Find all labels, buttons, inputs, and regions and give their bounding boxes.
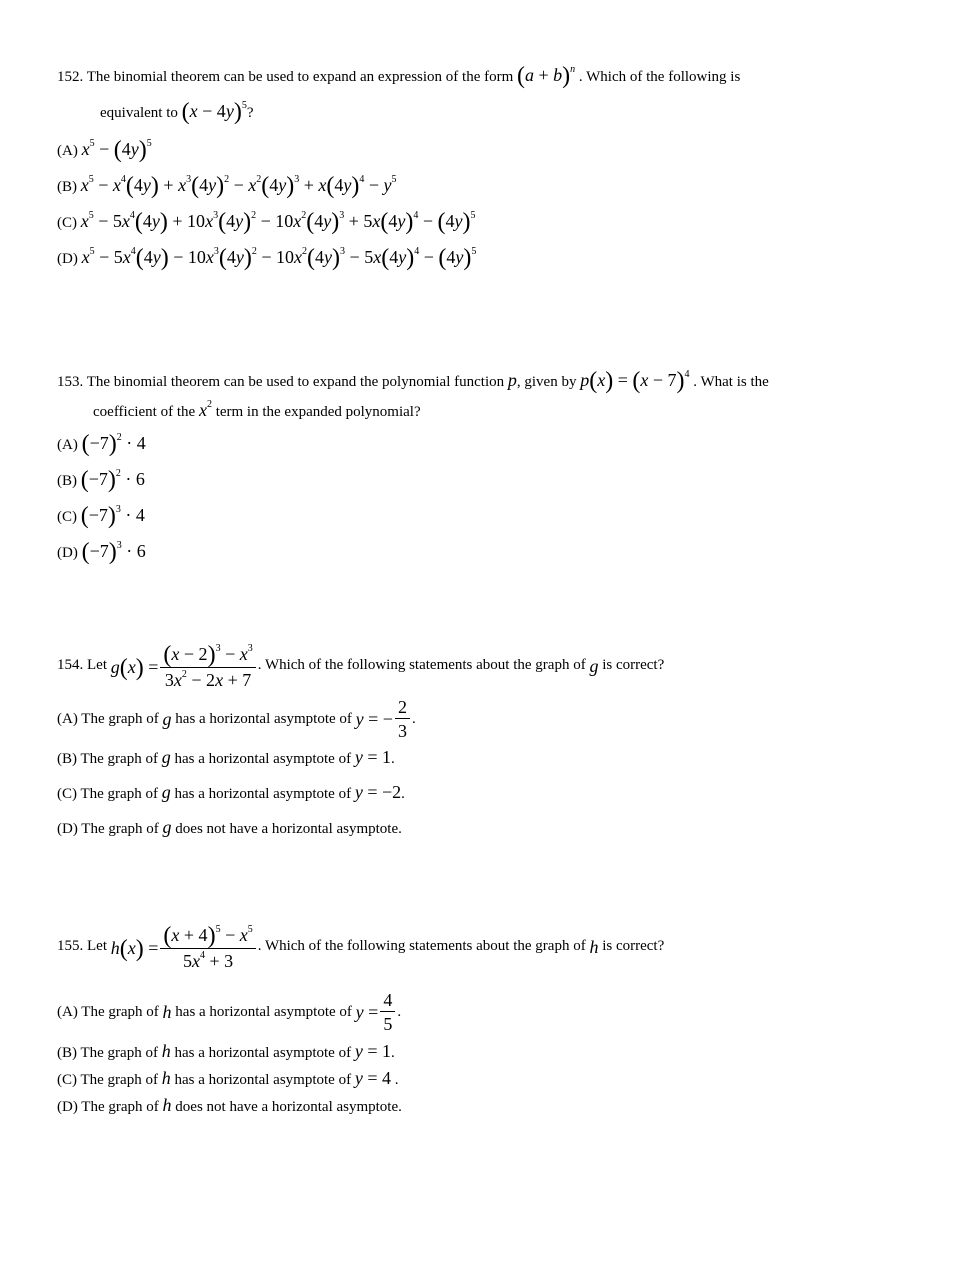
q155-choice-a-value: y = <box>355 1001 379 1022</box>
choice-label: (A) <box>57 143 78 159</box>
q155-stem <box>57 922 664 971</box>
choice-label: (A) The graph of <box>57 1003 159 1020</box>
g-symbol: g <box>161 747 171 767</box>
q152-choice-a[interactable] <box>57 136 152 163</box>
q155-h-symbol: h <box>589 936 599 957</box>
q154-stem <box>57 641 664 690</box>
q154-choice-c-value: y = −2. <box>354 782 405 802</box>
q155-choice-b-value: y = 1. <box>354 1041 395 1061</box>
g-symbol: g <box>161 782 171 802</box>
q152-choice-b-expression: $x^5 - x^4(4y) + x^3(4y)^2 - x^2(4y)^3 + x(4y)^4 - y^5$ <box>80 173 397 199</box>
choice-label: (A) <box>57 437 78 453</box>
q152-choice-b[interactable] <box>57 172 397 199</box>
q155-choice-b[interactable] <box>57 1042 395 1061</box>
choice-label: (B) <box>57 473 77 489</box>
q152-stem-prefix: 152. The binomial theorem can be used to expand an expression of the form <box>57 69 514 85</box>
q155-choice-a[interactable]: (A) The graph of h has a horizontal asymptote of y = $\frac{4}{5}$ . <box>57 990 402 1034</box>
q152-stem <box>57 62 741 89</box>
q154-stem-end: is correct? <box>602 657 665 673</box>
choice-text: has a horizontal asymptote of <box>174 751 352 767</box>
q153-stem <box>57 367 769 394</box>
q155-stem-end: is correct? <box>602 938 665 954</box>
q153-stem-line2 <box>93 401 421 420</box>
q153-function-definition: $p(x) = (x - 7)^4$ <box>580 368 690 394</box>
choice-text: has a horizontal asymptote of <box>175 710 352 727</box>
q153-p-symbol: p <box>507 370 517 390</box>
choice-label: (C) The graph of <box>57 786 158 802</box>
q154-choice-c[interactable] <box>57 783 405 802</box>
q153-line2-suffix: term in the expanded polynomial? <box>215 404 421 420</box>
q152-choice-d-expression: $x^5 - 5x^4(4y) - 10x^3(4y)^2 - 10x^2(4y)^3 - 5x(4y)^4 - (4y)^5$ <box>81 245 477 271</box>
choice-label: (B) <box>57 179 77 195</box>
q154-g-symbol: g <box>589 655 599 676</box>
q152-form-expression: $(a + b)^n$ <box>517 63 576 89</box>
q154-choice-b-value: y = 1. <box>354 747 395 767</box>
q152-choice-c-expression: $x^5 - 5x^4(4y) + 10x^3(4y)^2 - 10x^2(4y)^3 + 5x(4y)^4 - (4y)^5$ <box>80 209 476 235</box>
choice-label: (B) The graph of <box>57 751 158 767</box>
choice-text: does not have a horizontal asymptote. <box>175 821 402 837</box>
q154-function-lhs: g(x) = <box>110 654 159 681</box>
choice-text: does not have a horizontal asymptote. <box>175 1099 402 1115</box>
q153-choice-c-expression: $(-7)^3 \cdot 4$ <box>80 503 145 529</box>
choice-label: (D) The graph of <box>57 1099 159 1115</box>
choice-text: has a horizontal asymptote of <box>174 1072 352 1088</box>
h-symbol: h <box>162 1095 172 1115</box>
q154-choice-d[interactable] <box>57 818 402 837</box>
q153-stem-mid: , given by <box>516 374 577 390</box>
q153-stem-prefix: 153. The binomial theorem can be used to expand the polynomial function <box>57 374 505 390</box>
q152-choice-c[interactable] <box>57 208 476 235</box>
choice-label: (B) The graph of <box>57 1045 158 1061</box>
choice-label: (D) <box>57 545 78 561</box>
q153-choice-d-expression: $(-7)^3 \cdot 6$ <box>81 539 146 565</box>
q154-choice-a-value: y = − <box>355 708 393 729</box>
q154-choice-b[interactable] <box>57 748 395 767</box>
q153-choice-c[interactable] <box>57 502 145 529</box>
q152-line2-suffix: ? <box>246 105 254 121</box>
q155-choice-a-fraction: $\frac{4}{5}$ <box>380 991 395 1033</box>
q155-stem-suffix: . Which of the following statements about the graph of <box>257 938 586 954</box>
h-symbol: h <box>161 1041 171 1061</box>
q155-function-lhs: h(x) = <box>110 935 159 962</box>
q154-stem-prefix: 154. Let <box>57 657 107 673</box>
q154-choice-a[interactable]: (A) The graph of g has a horizontal asymptote of y = − $\frac{2}{3}$ . <box>57 697 416 741</box>
choice-text: has a horizontal asymptote of <box>174 1045 352 1061</box>
q152-stem-suffix: . Which of the following is <box>578 69 741 85</box>
choice-label: (D) The graph of <box>57 821 159 837</box>
q155-choice-c-value: y = 4 . <box>354 1068 399 1088</box>
q152-choice-a-expression: $x^5 - (4y)^5$ <box>81 137 152 163</box>
q153-stem-suffix: . What is the <box>693 374 769 390</box>
choice-label: (C) <box>57 509 77 525</box>
q153-choice-a-expression: $(-7)^2 \cdot 4$ <box>81 431 146 457</box>
q152-stem-line2 <box>100 98 254 125</box>
q155-function-fraction: $\frac{(x + 4)^5 - x^5}{5x^4 + 3}$ <box>160 922 255 971</box>
q153-choice-a[interactable] <box>57 430 146 457</box>
g-symbol: g <box>162 817 172 837</box>
q152-choice-d[interactable] <box>57 244 477 271</box>
choice-label: (C) <box>57 215 77 231</box>
choice-label: (A) The graph of <box>57 710 159 727</box>
q153-choice-b[interactable] <box>57 466 145 493</box>
q153-choice-b-expression: $(-7)^2 \cdot 6$ <box>80 467 145 493</box>
choice-text: has a horizontal asymptote of <box>174 786 352 802</box>
q154-function-fraction: $\frac{(x - 2)^3 - x^3}{3x^2 - 2x + 7}$ <box>160 641 255 690</box>
q155-choice-d[interactable] <box>57 1096 402 1115</box>
choice-label: (C) The graph of <box>57 1072 158 1088</box>
q152-line2-prefix: equivalent to <box>100 105 178 121</box>
q155-choice-c[interactable] <box>57 1069 398 1088</box>
q153-line2-prefix: coefficient of the <box>93 404 196 420</box>
q153-x-squared: $x^2$ <box>198 399 212 420</box>
choice-label: (D) <box>57 251 78 267</box>
g-symbol: g <box>162 709 172 729</box>
q152-target-expression: $(x - 4y)^5$ <box>181 99 247 125</box>
q153-choice-d[interactable] <box>57 538 146 565</box>
q154-stem-suffix: . Which of the following statements about the graph of <box>257 657 586 673</box>
h-symbol: h <box>161 1068 171 1088</box>
q155-stem-prefix: 155. Let <box>57 938 107 954</box>
h-symbol: h <box>162 1002 172 1022</box>
q154-choice-a-fraction: $\frac{2}{3}$ <box>395 698 410 740</box>
choice-text: has a horizontal asymptote of <box>175 1003 352 1020</box>
